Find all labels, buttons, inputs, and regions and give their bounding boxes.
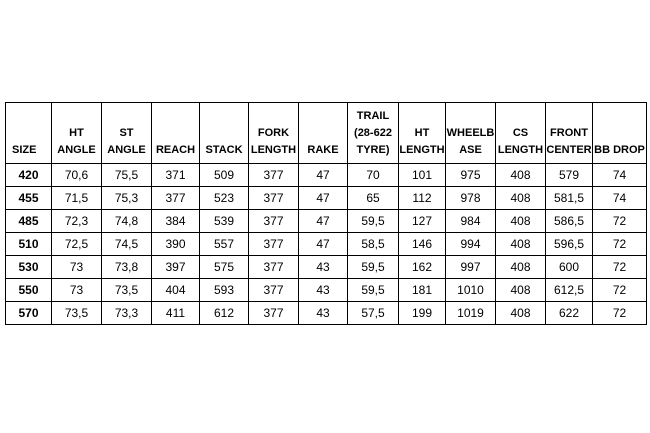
cs-length-cell: 408 (496, 256, 546, 279)
cs-length-cell: 408 (496, 279, 546, 302)
size-cell: 570 (6, 302, 52, 325)
header-st-angle: ST ANGLE (102, 103, 152, 164)
bb-drop-cell: 72 (593, 210, 647, 233)
st-angle-cell: 75,3 (102, 187, 152, 210)
front-center-cell: 612,5 (546, 279, 593, 302)
front-center-cell: 579 (546, 164, 593, 187)
cs-length-cell: 408 (496, 233, 546, 256)
header-size: SIZE (6, 103, 52, 164)
fork-length-cell: 377 (249, 233, 299, 256)
trail-cell: 57,5 (348, 302, 399, 325)
table-row (6, 256, 647, 279)
fork-length-cell: 377 (249, 256, 299, 279)
table-row (6, 187, 647, 210)
header-wheelbase: WHEELB ASE (446, 103, 496, 164)
header-row (6, 103, 647, 164)
trail-cell: 65 (348, 187, 399, 210)
ht-length-cell: 181 (399, 279, 446, 302)
trail-cell: 59,5 (348, 210, 399, 233)
stack-cell: 575 (200, 256, 249, 279)
fork-length-cell: 377 (249, 164, 299, 187)
size-cell: 420 (6, 164, 52, 187)
header-trail: TRAIL (28-622 TYRE) (348, 103, 399, 164)
wheelbase-cell: 994 (446, 233, 496, 256)
reach-cell: 411 (152, 302, 200, 325)
front-center-cell: 581,5 (546, 187, 593, 210)
bb-drop-cell: 72 (593, 256, 647, 279)
bb-drop-cell: 74 (593, 164, 647, 187)
size-cell: 510 (6, 233, 52, 256)
rake-cell: 47 (299, 210, 348, 233)
rake-cell: 43 (299, 279, 348, 302)
fork-length-cell: 377 (249, 210, 299, 233)
st-angle-cell: 73,3 (102, 302, 152, 325)
geometry-table (5, 102, 647, 325)
header-front-center: FRONT CENTER (546, 103, 593, 164)
fork-length-cell: 377 (249, 302, 299, 325)
table-row (6, 210, 647, 233)
bb-drop-cell: 72 (593, 233, 647, 256)
stack-cell: 523 (200, 187, 249, 210)
rake-cell: 47 (299, 233, 348, 256)
trail-cell: 70 (348, 164, 399, 187)
rake-cell: 47 (299, 187, 348, 210)
ht-length-cell: 146 (399, 233, 446, 256)
rake-cell: 47 (299, 164, 348, 187)
ht-angle-cell: 70,6 (52, 164, 102, 187)
fork-length-cell: 377 (249, 187, 299, 210)
ht-angle-cell: 72,5 (52, 233, 102, 256)
header-ht-length: HT LENGTH (399, 103, 446, 164)
wheelbase-cell: 978 (446, 187, 496, 210)
size-cell: 485 (6, 210, 52, 233)
rake-cell: 43 (299, 302, 348, 325)
ht-angle-cell: 73 (52, 256, 102, 279)
reach-cell: 397 (152, 256, 200, 279)
trail-cell: 58,5 (348, 233, 399, 256)
size-cell: 455 (6, 187, 52, 210)
ht-angle-cell: 73,5 (52, 302, 102, 325)
front-center-cell: 586,5 (546, 210, 593, 233)
table-row (6, 233, 647, 256)
header-rake: RAKE (299, 103, 348, 164)
header-ht-angle: HT ANGLE (52, 103, 102, 164)
st-angle-cell: 74,5 (102, 233, 152, 256)
ht-angle-cell: 71,5 (52, 187, 102, 210)
cs-length-cell: 408 (496, 164, 546, 187)
size-cell: 530 (6, 256, 52, 279)
ht-length-cell: 101 (399, 164, 446, 187)
cs-length-cell: 408 (496, 302, 546, 325)
ht-length-cell: 199 (399, 302, 446, 325)
ht-angle-cell: 73 (52, 279, 102, 302)
front-center-cell: 600 (546, 256, 593, 279)
st-angle-cell: 73,8 (102, 256, 152, 279)
reach-cell: 390 (152, 233, 200, 256)
ht-angle-cell: 72,3 (52, 210, 102, 233)
table-row (6, 279, 647, 302)
front-center-cell: 622 (546, 302, 593, 325)
cs-length-cell: 408 (496, 210, 546, 233)
fork-length-cell: 377 (249, 279, 299, 302)
wheelbase-cell: 1010 (446, 279, 496, 302)
ht-length-cell: 112 (399, 187, 446, 210)
reach-cell: 384 (152, 210, 200, 233)
rake-cell: 43 (299, 256, 348, 279)
st-angle-cell: 73,5 (102, 279, 152, 302)
wheelbase-cell: 997 (446, 256, 496, 279)
ht-length-cell: 127 (399, 210, 446, 233)
reach-cell: 404 (152, 279, 200, 302)
front-center-cell: 596,5 (546, 233, 593, 256)
table-row (6, 302, 647, 325)
st-angle-cell: 74,8 (102, 210, 152, 233)
table-row (6, 164, 647, 187)
trail-cell: 59,5 (348, 256, 399, 279)
stack-cell: 509 (200, 164, 249, 187)
header-reach: REACH (152, 103, 200, 164)
wheelbase-cell: 984 (446, 210, 496, 233)
size-cell: 550 (6, 279, 52, 302)
stack-cell: 539 (200, 210, 249, 233)
wheelbase-cell: 975 (446, 164, 496, 187)
reach-cell: 371 (152, 164, 200, 187)
header-cs-length: CS LENGTH (496, 103, 546, 164)
trail-cell: 59,5 (348, 279, 399, 302)
header-bb-drop: BB DROP (593, 103, 647, 164)
header-stack: STACK (200, 103, 249, 164)
stack-cell: 612 (200, 302, 249, 325)
ht-length-cell: 162 (399, 256, 446, 279)
cs-length-cell: 408 (496, 187, 546, 210)
st-angle-cell: 75,5 (102, 164, 152, 187)
stack-cell: 593 (200, 279, 249, 302)
bb-drop-cell: 72 (593, 302, 647, 325)
bb-drop-cell: 74 (593, 187, 647, 210)
reach-cell: 377 (152, 187, 200, 210)
wheelbase-cell: 1019 (446, 302, 496, 325)
header-fork-length: FORK LENGTH (249, 103, 299, 164)
stack-cell: 557 (200, 233, 249, 256)
bb-drop-cell: 72 (593, 279, 647, 302)
